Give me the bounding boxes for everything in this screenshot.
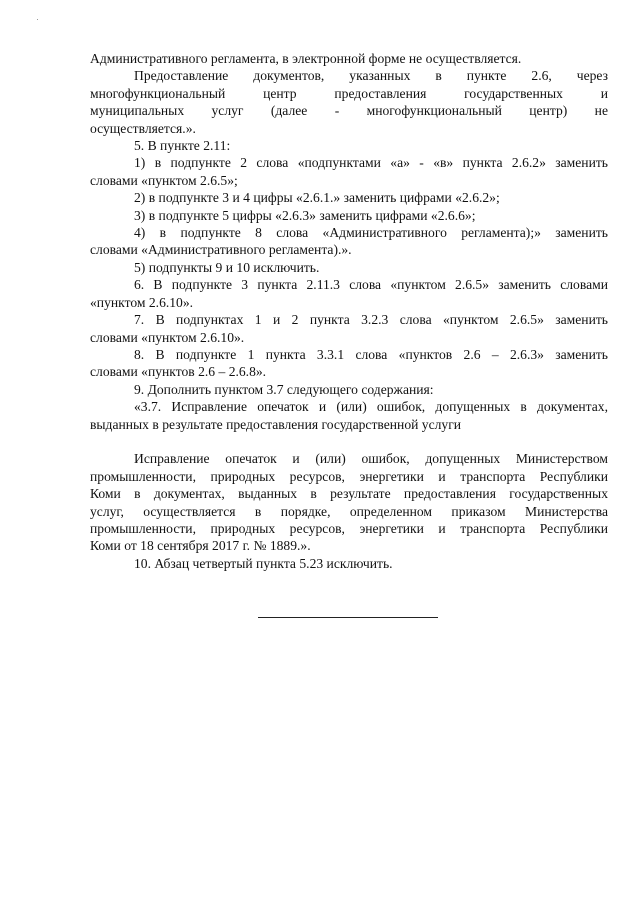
text-line: 5. В пункте 2.11: — [134, 138, 231, 154]
text-line: 5) подпункты 9 и 10 исключить. — [134, 259, 320, 275]
document-body — [90, 50, 608, 572]
paragraph — [90, 137, 608, 154]
paragraph — [90, 189, 608, 206]
text-line: услуг, осуществляется в порядке, определенном приказом Министерства — [90, 503, 608, 519]
paragraph — [90, 346, 608, 381]
paragraph — [90, 154, 608, 189]
text-line: словами «Административного регламента).». — [90, 242, 352, 258]
text-line: Исправление опечаток и (или) ошибок, допущенных Министерством — [134, 451, 608, 467]
paragraph — [90, 381, 608, 398]
paragraph — [90, 224, 608, 259]
text-line: словами «пунктом 2.6.10». — [90, 329, 245, 345]
text-line: выданных в результате предоставления государственной услуги — [90, 416, 462, 432]
text-line: Коми в документах, выданных в результате предоставления государственных — [90, 486, 608, 502]
text-line: Административного регламента, в электронной форме не осуществляется. — [90, 51, 522, 66]
paragraph — [90, 311, 608, 346]
text-line: «пунктом 2.6.10». — [90, 294, 194, 310]
text-line: промышленности, природных ресурсов, энергетики и транспорта Республики — [90, 468, 608, 484]
text-line: 1) в подпункте 2 слова «подпунктами «а» - «в» пункта 2.6.2» заменить — [134, 155, 608, 171]
text-line: словами «пунктов 2.6 – 2.6.8». — [90, 364, 267, 380]
text-line: муниципальных услуг (далее - многофункциональный центр) не — [90, 103, 608, 119]
end-divider-line — [258, 617, 438, 618]
text-line: 8. В подпункте 1 пункта 3.3.1 слова «пунктов 2.6 – 2.6.3» заменить — [134, 346, 608, 362]
text-line: Предоставление документов, указанных в пункте 2.6, через — [134, 68, 608, 84]
text-line: словами «пунктом 2.6.5»; — [90, 172, 238, 188]
text-line: 9. Дополнить пунктом 3.7 следующего содержания: — [134, 381, 434, 397]
paragraph — [90, 450, 608, 554]
paragraph — [90, 398, 608, 433]
text-line: 6. В подпункте 3 пункта 2.11.3 слова «пунктом 2.6.5» заменить словами — [134, 277, 608, 293]
text-line: 4) в подпункте 8 слова «Административного регламента);» заменить — [134, 225, 608, 241]
paragraph — [90, 555, 608, 572]
paragraph — [90, 276, 608, 311]
text-line: осуществляется.». — [90, 120, 196, 136]
paragraph-gap — [90, 433, 608, 450]
text-line: 2) в подпункте 3 и 4 цифры «2.6.1.» заменить цифрами «2.6.2»; — [134, 190, 500, 206]
text-line: 7. В подпунктах 1 и 2 пункта 3.2.3 слова «пунктом 2.6.5» заменить — [134, 312, 608, 328]
text-line: Коми от 18 сентября 2017 г. № 1889.». — [90, 538, 311, 554]
text-line: промышленности, природных ресурсов, энергетики и транспорта Республики — [90, 520, 608, 536]
scan-speck — [37, 19, 38, 20]
paragraph — [90, 207, 608, 224]
paragraph — [90, 259, 608, 276]
paragraph — [90, 67, 608, 137]
paragraph — [90, 50, 608, 67]
text-line: многофункциональный центр предоставления государственных и — [90, 85, 608, 101]
text-line: 3) в подпункте 5 цифры «2.6.3» заменить цифрами «2.6.6»; — [134, 207, 476, 223]
text-line: 10. Абзац четвертый пункта 5.23 исключить. — [134, 555, 393, 571]
text-line: «3.7. Исправление опечаток и (или) ошибок, допущенных в документах, — [134, 399, 608, 415]
